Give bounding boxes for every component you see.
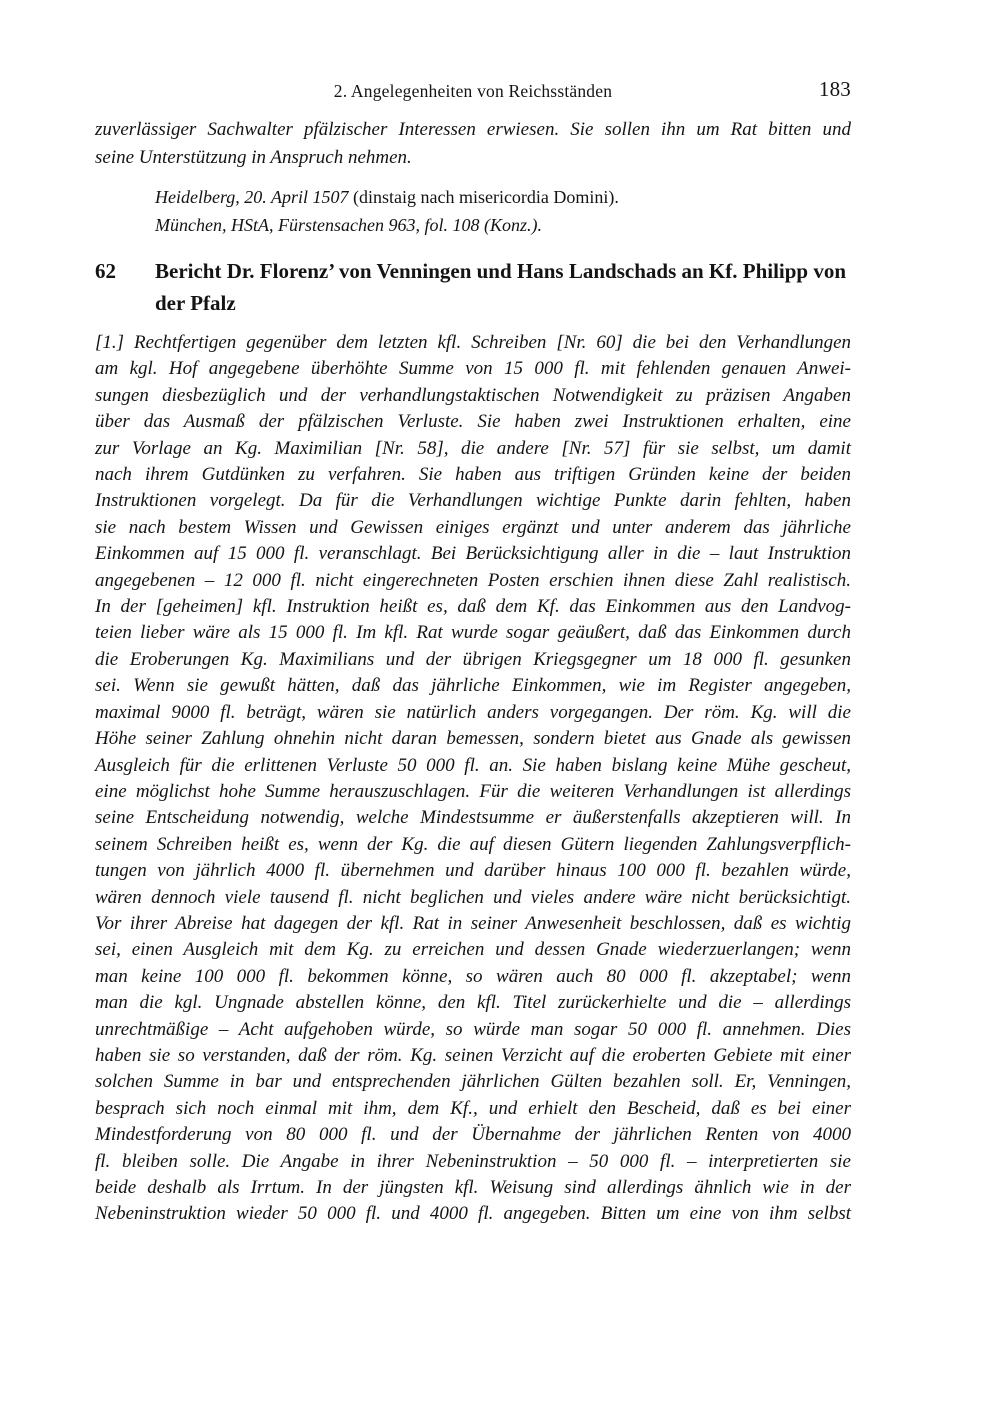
regest-body bbox=[95, 330, 851, 1228]
body-text-line: fl. bleiben solle. Die Angabe in ihrer Nebeninstruktion – 50 000 fl. – interpretierten sie bbox=[95, 1150, 851, 1172]
body-text-line: sungen diesbezüglich und der verhandlungstaktischen Notwendigkeit zu präzisen Angaben bbox=[95, 384, 851, 406]
body-text-line: angegebenen – 12 000 fl. nicht eingerechneten Posten erschien ihnen diese Zahl realistisch. bbox=[95, 569, 851, 591]
dateline-block bbox=[155, 183, 851, 239]
body-text-line: In der [geheimen] kfl. Instruktion heißt es, daß dem Kf. das Einkommen aus den Landvog- bbox=[95, 596, 851, 618]
running-header-title: 2. Angelegenheiten von Reichsständen bbox=[333, 81, 613, 101]
body-text-line: die Eroberungen Kg. Maximilians und der übrigen Kriegsgegner um 18 000 fl. gesunken bbox=[95, 648, 851, 670]
intro-text-line: seine Unterstützung in Anspruch nehmen. bbox=[95, 147, 412, 168]
body-text-line: wären dennoch viele tausend fl. nicht beglichen und vieles andere wäre nicht berücksichtigt. bbox=[95, 886, 851, 908]
body-text-line: haben sie so verstanden, daß der röm. Kg. seinen Verzicht auf die eroberten Gebiete mit einer bbox=[95, 1044, 851, 1066]
body-text-line: Instruktionen vorgelegt. Da für die Verhandlungen wichtige Punkte darin fehlten, haben bbox=[95, 490, 851, 512]
body-text-line: Vor ihrer Abreise hat dagegen der kfl. Rat in seiner Anwesenheit beschlossen, daß es wichtig bbox=[95, 912, 851, 934]
archive-reference: München, HStA, Fürstensachen 963, fol. 108 (Konz.). bbox=[155, 215, 542, 235]
body-text-line: seine Entscheidung notwendig, welche Mindestsumme er äußerstenfalls akzeptieren will. In bbox=[95, 807, 851, 829]
regest-continuation bbox=[95, 116, 851, 172]
body-text-line: seinem Schreiben heißt es, wenn der Kg. die auf diesen Gütern liegenden Zahlungsverpflich- bbox=[95, 833, 851, 855]
body-text-line: solchen Summe in bar und entsprechenden jährlichen Gülten bezahlen soll. Er, Venningen, bbox=[95, 1071, 851, 1093]
body-text-line: nach ihrem Gutdünken zu verfahren. Sie haben aus triftigen Gründen keine der beiden bbox=[95, 464, 851, 486]
body-text-line: man die kgl. Ungnade abstellen könne, den kfl. Titel zurückerhielte und die – allerdings bbox=[95, 992, 851, 1014]
body-text-line: Mindestforderung von 80 000 fl. und der Übernahme der jährlichen Renten von 4000 bbox=[95, 1124, 851, 1146]
body-text-line: am kgl. Hof angegebene überhöhte Summe von 15 000 fl. mit fehlenden genauen Anwei- bbox=[95, 358, 851, 380]
body-text-line: teien lieber wäre als 15 000 fl. Im kfl. Rat wurde sogar geäußert, daß das Einkommen durch bbox=[95, 622, 851, 644]
dateline-place-date: Heidelberg, 20. April 1507 bbox=[155, 187, 349, 207]
body-text-line: sei, einen Ausgleich mit dem Kg. zu erreichen und dessen Gnade wiederzuerlangen; wenn bbox=[95, 939, 851, 961]
intro-text-line: zuverlässiger Sachwalter pfälzischer Interessen erwiesen. Sie sollen ihn um Rat bitten und bbox=[95, 119, 851, 140]
body-text-line: beide deshalb als Irrtum. In der jüngsten kfl. Weisung sind allerdings ähnlich wie in der bbox=[95, 1177, 851, 1198]
body-text-line: man keine 100 000 fl. bekommen könne, so wären auch 80 000 fl. akzeptabel; wenn bbox=[95, 965, 851, 987]
body-text-line: unrechtmäßige – Acht aufgehoben würde, so würde man sogar 50 000 fl. annehmen. Dies bbox=[95, 1018, 851, 1040]
body-text-line: tungen von jährlich 4000 fl. übernehmen und darüber hinaus 100 000 fl. bezahlen würde, bbox=[95, 860, 851, 882]
body-text-line: sei. Wenn sie gewußt hätten, daß das jährliche Einkommen, wie im Register angegeben, bbox=[95, 675, 851, 697]
body-text-line: besprach sich noch einmal mit ihm, dem Kf., und erhielt den Bescheid, daß es bei einer bbox=[95, 1097, 851, 1119]
body-text-line: über das Ausmaß der pfälzischen Verluste. Sie haben zwei Instruktionen erhalten, eine bbox=[95, 411, 851, 433]
body-text-line: Ausgleich für die erlittenen Verluste 50 000 fl. an. Sie haben bislang keine Mühe gescheut, bbox=[95, 754, 851, 776]
dateline-calendar-note: (dinstaig nach misericordia Domini). bbox=[348, 187, 619, 207]
page-number: 183 bbox=[818, 77, 851, 101]
entry-title: Bericht Dr. Florenz’ von Venningen und Hans Landschads an Kf. Philipp von der Pfalz bbox=[155, 259, 847, 315]
body-text-line: [1.] Rechtfertigen gegenüber dem letzten kfl. Schreiben [Nr. 60] die bei den Verhandlungen bbox=[95, 332, 851, 353]
entry-number: 62 bbox=[95, 259, 116, 283]
dateline bbox=[155, 183, 851, 211]
body-text-line: Einkommen auf 15 000 fl. veranschlagt. Bei Berücksichtigung aller in die – laut Instruktion bbox=[95, 543, 851, 565]
running-header bbox=[95, 77, 851, 102]
body-text-line: Nebeninstruktion wieder 50 000 fl. und 4000 fl. angegeben. Bitten um eine von ihm selbst bbox=[95, 1203, 851, 1225]
body-text-line: zur Vorlage an Kg. Maximilian [Nr. 58], die andere [Nr. 57] für sie selbst, um damit bbox=[95, 437, 851, 459]
entry-heading bbox=[95, 255, 851, 319]
body-text-line: maximal 9000 fl. beträgt, wären sie natürlich anders vorgegangen. Der röm. Kg. will die bbox=[95, 701, 851, 723]
body-text-line: sie nach bestem Wissen und Gewissen einiges ergänzt und unter anderem das jährliche bbox=[95, 516, 851, 538]
body-text-line: Höhe seiner Zahlung ohnehin nicht daran bemessen, sondern bietet aus Gnade als gewissen bbox=[95, 728, 851, 750]
body-text-line: eine möglichst hohe Summe herauszuschlagen. Für die weiteren Verhandlungen ist allerdings bbox=[95, 780, 851, 802]
